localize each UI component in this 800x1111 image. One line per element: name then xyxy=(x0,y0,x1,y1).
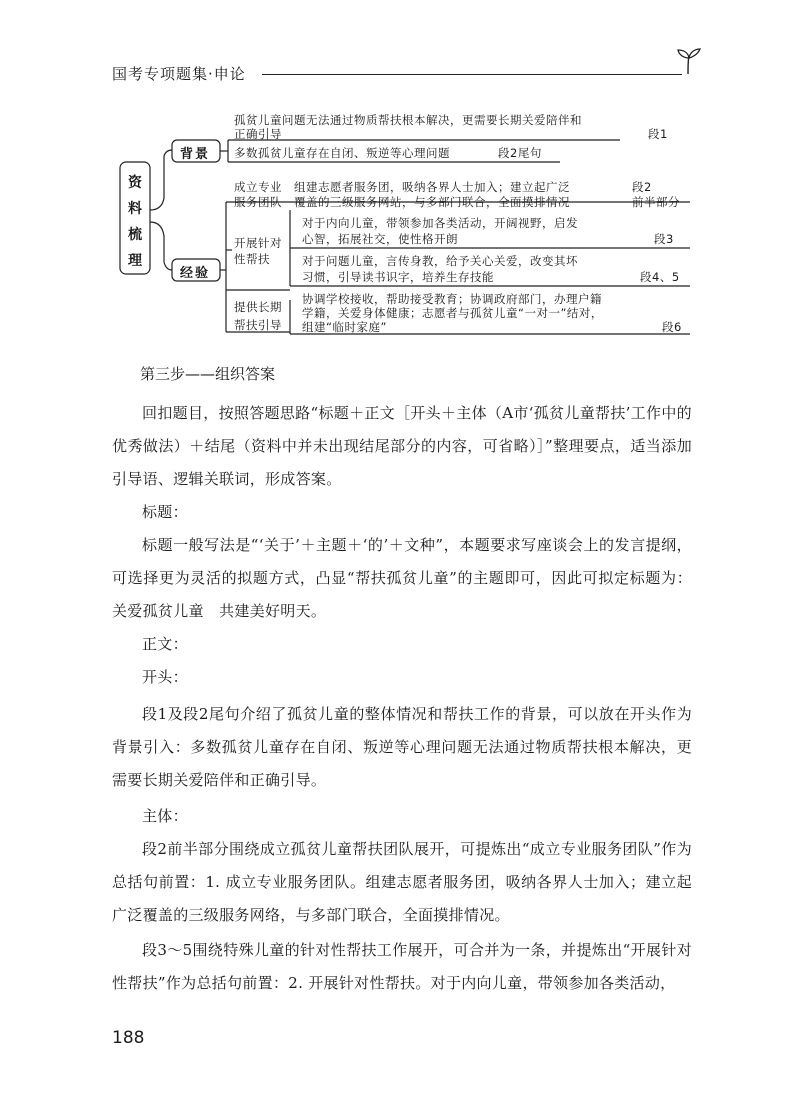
section-label: 标题： xyxy=(142,503,188,521)
page-number: 188 xyxy=(112,1028,145,1048)
section-label: 开头： xyxy=(142,668,188,686)
paragraph: 段3～5围绕特殊儿童的针对性帮扶工作展开，可合并为一条，并提炼出“开展针对性帮扶”作为总括句前置：2. 开展针对性帮扶。对于内向儿童，带领参加各类活动， xyxy=(112,941,692,992)
group-title: 开展针对 xyxy=(234,236,282,250)
experience-label: 经验 xyxy=(180,266,211,281)
step-title: 第三步——组织答案 xyxy=(140,365,276,383)
group-title: 帮扶引导 xyxy=(234,318,282,332)
root-char: 梳 xyxy=(128,227,142,243)
group-text: 协调学校接收，帮助接受教育；协调政府部门，办理户籍 xyxy=(302,292,602,306)
background-item-text: 孤贫儿童问题无法通过物质帮扶根本解决，更需要长期关爱陪伴和 xyxy=(234,113,582,127)
background-item-text: 正确引导 xyxy=(234,127,282,141)
group-item-text: 心智，拓展社交，使性格开朗 xyxy=(302,232,458,246)
background-item-text: 多数孤贫儿童存在自闭、叛逆等心理问题 xyxy=(234,146,450,160)
group-item-text: 对于内向儿童，带领参加各类活动，开阔视野，启发 xyxy=(302,216,578,230)
group-title: 提供长期 xyxy=(234,300,282,314)
group-title: 服务团队 xyxy=(234,195,282,209)
root-char: 理 xyxy=(128,253,142,269)
group-item-source: 段3 xyxy=(654,232,674,246)
group-text: 学籍，关爱身体健康；志愿者与孤贫儿童“一对一”结对， xyxy=(302,306,603,320)
group-text: 组建志愿者服务团，吸纳各界人士加入；建立起广泛 xyxy=(294,180,570,194)
group-item-text: 习惯，引导读书识字，培养生存技能 xyxy=(302,270,494,284)
root-char: 资 xyxy=(128,175,142,191)
running-header-title: 国考专项题集·申论 xyxy=(112,65,246,83)
root-char: 料 xyxy=(128,201,142,217)
group-title: 成立专业 xyxy=(234,180,282,194)
paragraph: 回扣题目，按照答题思路“标题＋正文［开头＋主体（A市‘孤贫儿童帮扶’工作中的优秀做法）＋结尾（资料中并未出现结尾部分的内容，可省略）］”整理要点，适当添加引导语、逻辑关联词，形成答案。 xyxy=(112,404,692,488)
background-item-source: 段2尾句 xyxy=(498,146,542,160)
group-source: 段6 xyxy=(662,320,682,334)
group-text: 覆盖的三级服务网站，与多部门联合，全面摸排情况 xyxy=(294,195,570,209)
group-title: 性帮扶 xyxy=(234,252,270,266)
diagram-root-label xyxy=(128,170,142,274)
background-label: 背景 xyxy=(180,147,211,162)
group-item-source: 段4、5 xyxy=(640,270,680,284)
paragraph: 标题一般写法是“‘关于’＋主题＋‘的’＋文种”，本题要求写座谈会上的发言提纲，可选择更为灵活的拟题方式，凸显“帮扶孤贫儿童”的主题即可，因此可拟定标题为：关爱孤贫儿童 共建美好明天。 xyxy=(112,536,692,620)
paragraph: 段1及段2尾句介绍了孤贫儿童的整体情况和帮扶工作的背景，可以放在开头作为背景引入：多数孤贫儿童存在自闭、叛逆等心理问题无法通过物质帮扶根本解决，更需要长期关爱陪伴和正确引导。 xyxy=(112,705,692,789)
group-source: 段2 xyxy=(632,180,652,194)
paragraph: 段2前半部分围绕成立孤贫儿童帮扶团队展开，可提炼出“成立专业服务团队”作为总括句前置：1. 成立专业服务团队。组建志愿者服务团，吸纳各界人士加入；建立起广泛覆盖的三级服务网络，与多部门联合，全面摸排情况。 xyxy=(112,840,692,924)
background-item-source: 段1 xyxy=(648,127,668,141)
group-text: 组建“临时家庭” xyxy=(302,320,387,334)
group-item-text: 对于问题儿童，言传身教，给予关心关爱，改变其坏 xyxy=(302,254,578,268)
section-label: 主体： xyxy=(142,807,188,825)
section-label: 正文： xyxy=(142,635,188,653)
group-source: 前半部分 xyxy=(632,195,680,209)
